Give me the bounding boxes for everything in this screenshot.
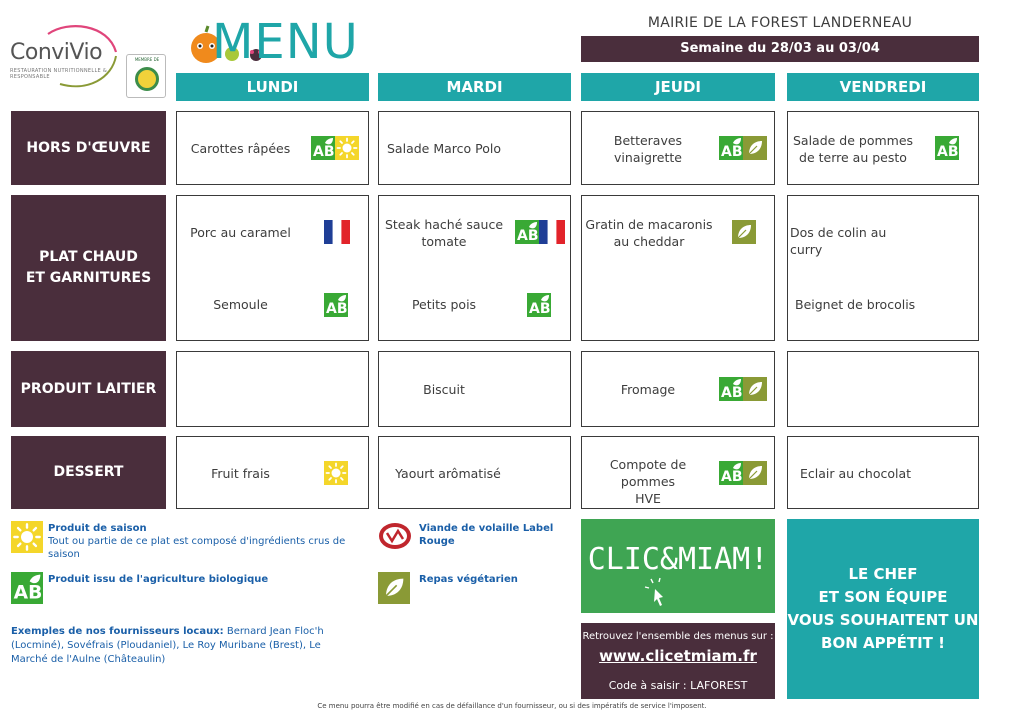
badge-emblem-icon <box>135 67 159 91</box>
legend-bio-ab-icon <box>11 572 43 604</box>
cell-vendredi-plat <box>787 195 979 341</box>
icon-group <box>719 377 767 401</box>
clic-miam-logo[interactable] <box>581 519 775 613</box>
bio-ab-icon <box>527 293 551 317</box>
website-intro: Retrouvez l'ensemble des menus sur : <box>582 631 774 642</box>
dish-mardi-garn: Petits pois <box>411 297 477 312</box>
dish-lundi-garn: Semoule <box>213 297 268 312</box>
chef-message <box>787 519 979 699</box>
dish-lundi-dessert: Fruit frais <box>211 466 270 481</box>
cell-mardi-dessert <box>378 436 571 509</box>
icon-group <box>732 220 756 244</box>
seasonal-sun-icon <box>324 461 348 485</box>
icon-group <box>719 136 767 160</box>
website-link[interactable]: www.clicetmiam.fr <box>599 647 757 665</box>
france-flag-icon <box>324 220 350 244</box>
dish-vendredi-dessert: Eclair au chocolat <box>800 466 912 481</box>
access-code: Code à saisir : LAFOREST <box>608 679 748 692</box>
bio-ab-icon <box>719 136 743 160</box>
row-label-dessert <box>11 436 166 509</box>
mairie-name: MAIRIE DE LA FOREST LANDERNEAU <box>647 15 913 31</box>
legend-seasonal-sun-icon <box>11 521 43 553</box>
bio-ab-icon <box>515 220 539 244</box>
legend-bio <box>48 573 308 586</box>
legend-saison-title: Produit de saison <box>48 523 147 534</box>
legend-bio-title: Produit issu de l'agriculture biologique <box>48 574 269 585</box>
cell-lundi-laitier <box>176 351 369 427</box>
vegetarian-leaf-icon <box>743 377 767 401</box>
icon-group <box>324 293 348 317</box>
cell-mardi-laitier <box>378 351 571 427</box>
page-title: MENU <box>212 14 359 70</box>
dish-vendredi-plat: Dos de colin au curry <box>790 225 887 257</box>
vegetarian-leaf-icon <box>743 461 767 485</box>
bio-ab-icon <box>311 136 335 160</box>
brand-name: ConviVio <box>10 40 103 65</box>
icon-group <box>515 220 565 244</box>
cell-jeudi-dessert <box>581 436 775 509</box>
icon-group <box>527 293 551 317</box>
dish-mardi-hors: Salade Marco Polo <box>387 141 501 156</box>
legend-vegetarian-leaf-icon <box>378 572 410 604</box>
brand-tagline: RESTAURATION NUTRITIONNELLE & RESPONSABLE <box>10 68 108 80</box>
menu-website-box <box>581 623 775 699</box>
suppliers-title: Exemples de nos fournisseurs locaux: <box>11 626 224 637</box>
row-label-text: PLAT CHAUD ET GARNITURES <box>25 249 152 286</box>
icon-group <box>719 461 767 485</box>
cell-vendredi-dessert <box>787 436 979 509</box>
cell-mardi-plat <box>378 195 571 341</box>
dish-vendredi-garn: Beignet de brocolis <box>795 297 916 312</box>
cell-vendredi-laitier <box>787 351 979 427</box>
clic-miam-logo-text: CLIC&MIAM! <box>587 542 769 577</box>
cell-jeudi-hors <box>581 111 775 185</box>
day-header-jeudi: JEUDI <box>581 73 775 101</box>
cell-lundi-plat <box>176 195 369 341</box>
legend-vegetarien <box>419 573 569 586</box>
legend-label-rouge-title: Viande de volaille Label Rouge <box>419 523 554 547</box>
day-header-lundi: LUNDI <box>176 73 369 101</box>
icon-group <box>324 220 350 244</box>
icon-group <box>324 461 348 485</box>
cell-lundi-hors <box>176 111 369 185</box>
cursor-icon <box>654 589 663 606</box>
legend-vegetarien-title: Repas végétarien <box>419 574 518 585</box>
chef-message-text: LE CHEF ET SON ÉQUIPE VOUS SOUHAITENT UN BON APPÉTIT ! <box>787 565 979 652</box>
dish-jeudi-laitier: Fromage <box>620 382 676 397</box>
row-label-text: PRODUIT LAITIER <box>20 380 157 397</box>
member-badge <box>126 54 166 98</box>
suppliers-names: Bernard Jean Floc'h (Locminé), Sovéfrais (Ploudaniel), Le Roy Muribane (Brest), Le Marché de l'Aulne (Châteaulin) <box>11 626 324 665</box>
icon-group <box>311 136 359 160</box>
row-label-text: DESSERT <box>53 464 124 480</box>
cell-lundi-dessert <box>176 436 369 509</box>
bio-ab-icon <box>935 136 959 160</box>
icon-group <box>935 136 959 160</box>
dish-mardi-plat: Steak haché sauce tomate <box>384 217 504 249</box>
dish-lundi-hors: Carottes râpées <box>190 141 291 156</box>
dish-vendredi-hors: Salade de pommes de terre au pesto <box>792 133 914 165</box>
cell-vendredi-hors <box>787 111 979 185</box>
footnote: Ce menu pourra être modifié en cas de défaillance d'un fournisseur, ou si des impératifs de service l'imposent. <box>317 702 707 710</box>
bio-ab-icon <box>719 377 743 401</box>
badge-label: MEMBRE DE <box>134 57 160 62</box>
legend-label-rouge <box>419 522 579 548</box>
dish-jeudi-hors: Betteraves vinaigrette <box>613 133 683 165</box>
vegetarian-leaf-icon <box>743 136 767 160</box>
day-header-mardi: MARDI <box>378 73 571 101</box>
vegetarian-leaf-icon <box>732 220 756 244</box>
row-label-text: HORS D'ŒUVRE <box>26 139 151 156</box>
suppliers-list <box>11 625 341 667</box>
week-range: Semaine du 28/03 au 03/04 <box>581 36 979 62</box>
dish-jeudi-dessert: Compote de pommes HVE <box>609 457 687 506</box>
france-flag-icon <box>539 220 565 244</box>
dish-jeudi-plat: Gratin de macaronis au cheddar <box>585 217 713 249</box>
row-label-hors-doeuvre <box>11 111 166 185</box>
dish-mardi-dessert: Yaourt arômatisé <box>395 466 501 481</box>
dish-lundi-plat: Porc au caramel <box>190 225 291 240</box>
dish-mardi-laitier: Biscuit <box>423 382 465 397</box>
bio-ab-icon <box>719 461 743 485</box>
seasonal-sun-icon <box>335 136 359 160</box>
clic-miam-logo-art <box>581 519 775 613</box>
legend-saison-desc: Tout ou partie de ce plat est composé d'ingrédients crus de saison <box>48 536 346 560</box>
cell-jeudi-plat <box>581 195 775 341</box>
cell-jeudi-laitier <box>581 351 775 427</box>
label-rouge-icon <box>378 521 412 551</box>
row-label-plat-chaud <box>11 195 166 341</box>
legend-saison <box>48 522 368 561</box>
cell-mardi-hors <box>378 111 571 185</box>
day-header-vendredi: VENDREDI <box>787 73 979 101</box>
bio-ab-icon <box>324 293 348 317</box>
convivio-logo <box>8 22 120 92</box>
row-label-produit-laitier <box>11 351 166 427</box>
